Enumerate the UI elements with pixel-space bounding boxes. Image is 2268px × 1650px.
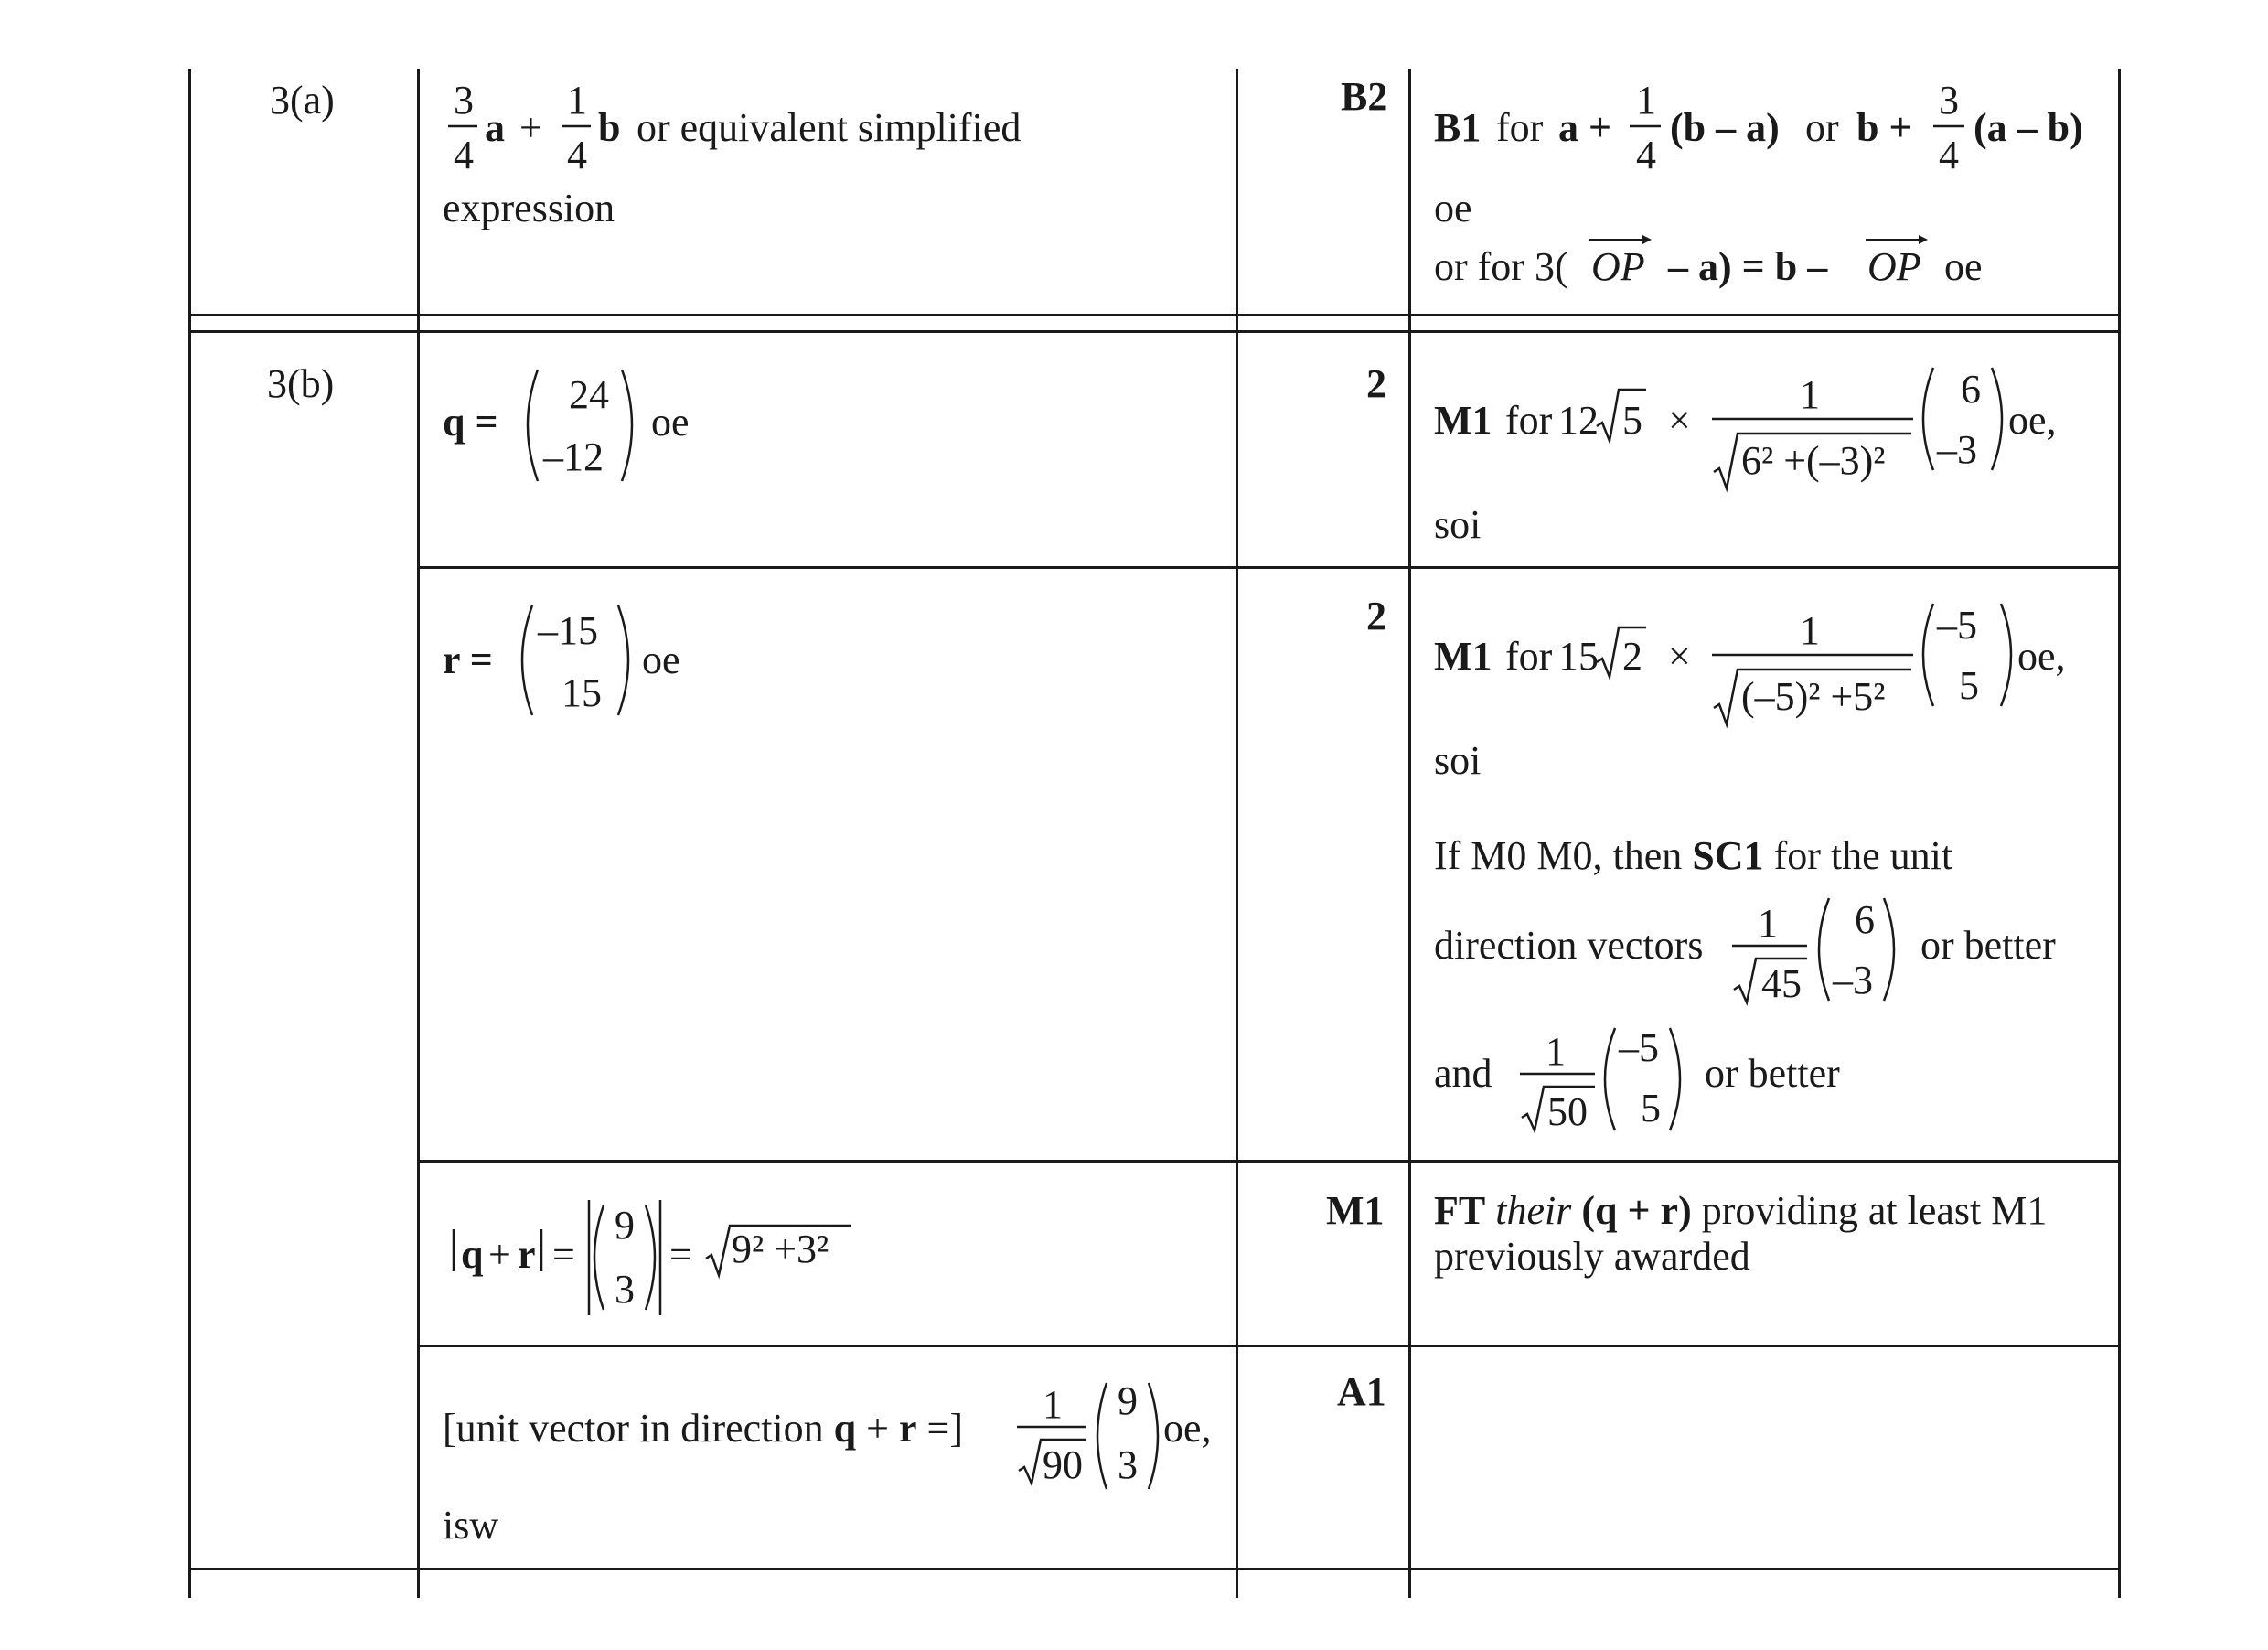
equals-sign: = [552,1232,575,1277]
vector-bottom: 15 [562,670,602,715]
times-sign: × [1668,398,1691,443]
fraction-numerator: 1 [1800,372,1820,417]
fraction-numerator: 1 [1546,1029,1566,1074]
answer-lhs: q = [443,400,498,445]
vector-op: OP [1867,244,1921,289]
guidance-text: soi [1434,738,1482,783]
mark: B2 [1341,74,1388,119]
answer-text: =] [916,1406,963,1451]
fraction-numerator: 1 [1800,608,1820,653]
times-sign: × [1668,634,1691,679]
vector-bottom: 5 [1641,1086,1661,1130]
guidance-text: and [1434,1051,1492,1096]
answer-text: [unit vector in direction [443,1406,834,1451]
vector-bottom: 3 [1118,1442,1138,1487]
plus-sign: + [856,1406,899,1451]
vector-q: q [461,1232,484,1277]
answer-oe: oe, [1163,1406,1212,1451]
vector-bottom: –3 [1833,958,1873,1002]
guidance-text: or [1805,105,1839,150]
mark: M1 [1326,1188,1385,1233]
guidance-text: (q + r) [1581,1188,1692,1233]
guidance-ft-line [1434,1188,2048,1233]
guidance-text: for the unit [1763,833,1953,878]
vector-top: 6 [1855,897,1875,942]
vector-bottom: –3 [1937,427,1977,472]
question-label: 3(a) [270,78,335,123]
radicand: 6² +(–3)² [1741,438,1886,483]
radicand: 45 [1761,961,1802,1006]
vector-top: 9 [615,1203,635,1248]
vector-top: 6 [1961,367,1981,412]
vector-bottom: –12 [543,434,604,479]
radicand: 9² +3² [732,1227,829,1271]
guidance-text: or better [1920,923,2056,968]
vector-op: OP [1591,244,1645,289]
guidance-text: providing at least M1 [1701,1188,2048,1233]
coefficient: 15 [1558,634,1599,679]
vector-a: a [485,105,505,150]
fraction-numerator: 3 [454,78,474,123]
answer-oe: oe [642,638,680,682]
vector-r: r [518,1232,536,1277]
guidance-text: for [1505,634,1553,679]
unit-vector-label [443,1406,963,1451]
mark-code: SC1 [1692,833,1764,878]
fraction-numerator: 1 [1636,78,1656,123]
vector-top: –15 [538,608,598,653]
equals-sign: = [669,1232,692,1277]
radicand: 90 [1043,1442,1083,1487]
answer-text: expression [443,186,615,230]
fraction-numerator: 1 [1043,1382,1063,1427]
vector-bottom: 3 [615,1267,635,1312]
guidance-text: oe, [2008,398,2057,443]
fraction-numerator: 3 [1939,78,1959,123]
guidance-text: (a – b) [1974,105,2083,150]
guidance-text: soi [1434,502,1482,547]
vector-top: 9 [1118,1378,1138,1423]
vector-top: 24 [569,372,609,417]
fraction-denominator: 4 [1939,133,1959,177]
mark: 2 [1366,594,1386,638]
guidance-text: for [1496,105,1544,150]
guidance-text: or for 3( [1434,244,1568,289]
special-case-line [1434,833,1953,878]
guidance-text: a + [1558,105,1612,150]
answer-lhs: r = [443,638,493,682]
guidance-text: oe, [2017,634,2066,679]
fraction-denominator: 4 [1636,133,1656,177]
mark-code: M1 [1434,398,1492,443]
guidance-text: (b – a) [1670,105,1780,150]
guidance-text: previously awarded [1434,1234,1750,1279]
question-label: 3(b) [267,361,335,406]
answer-oe: oe [651,400,690,445]
vector-b: b [598,105,621,150]
guidance-text: direction vectors [1434,923,1704,968]
mark: A1 [1337,1369,1386,1414]
guidance-text: or better [1705,1051,1840,1096]
mark-code: M1 [1434,634,1492,679]
guidance-text: their [1495,1188,1572,1233]
radicand: 5 [1622,398,1642,443]
guidance-text: – a) = b – [1668,244,1828,289]
fraction-numerator: 1 [1758,901,1778,946]
guidance-text: oe [1434,186,1472,230]
plus-sign: + [519,105,542,150]
radicand: (–5)² +5² [1741,674,1886,719]
guidance-text: oe [1944,244,1983,289]
vector-bottom: 5 [1959,663,1979,708]
fraction-denominator: 4 [567,133,587,177]
plus-sign: + [488,1232,511,1277]
guidance-text: for [1505,398,1553,443]
vector-top: –5 [1619,1025,1659,1070]
mark-code: B1 [1434,105,1482,150]
mark: 2 [1366,361,1386,406]
vector-top: –5 [1937,603,1977,648]
radicand: 50 [1547,1089,1588,1134]
mark-code: FT [1434,1188,1486,1233]
answer-text: or equivalent simplified [637,105,1022,150]
radicand: 2 [1622,634,1642,679]
answer-text: isw [443,1503,499,1548]
fraction-numerator: 1 [567,78,587,123]
guidance-text: b + [1856,105,1912,150]
coefficient: 12 [1558,398,1599,443]
vector-q: q [833,1406,857,1451]
fraction-denominator: 4 [454,133,474,177]
vector-r: r [898,1406,917,1451]
guidance-text: If M0 M0, then [1434,833,1693,878]
